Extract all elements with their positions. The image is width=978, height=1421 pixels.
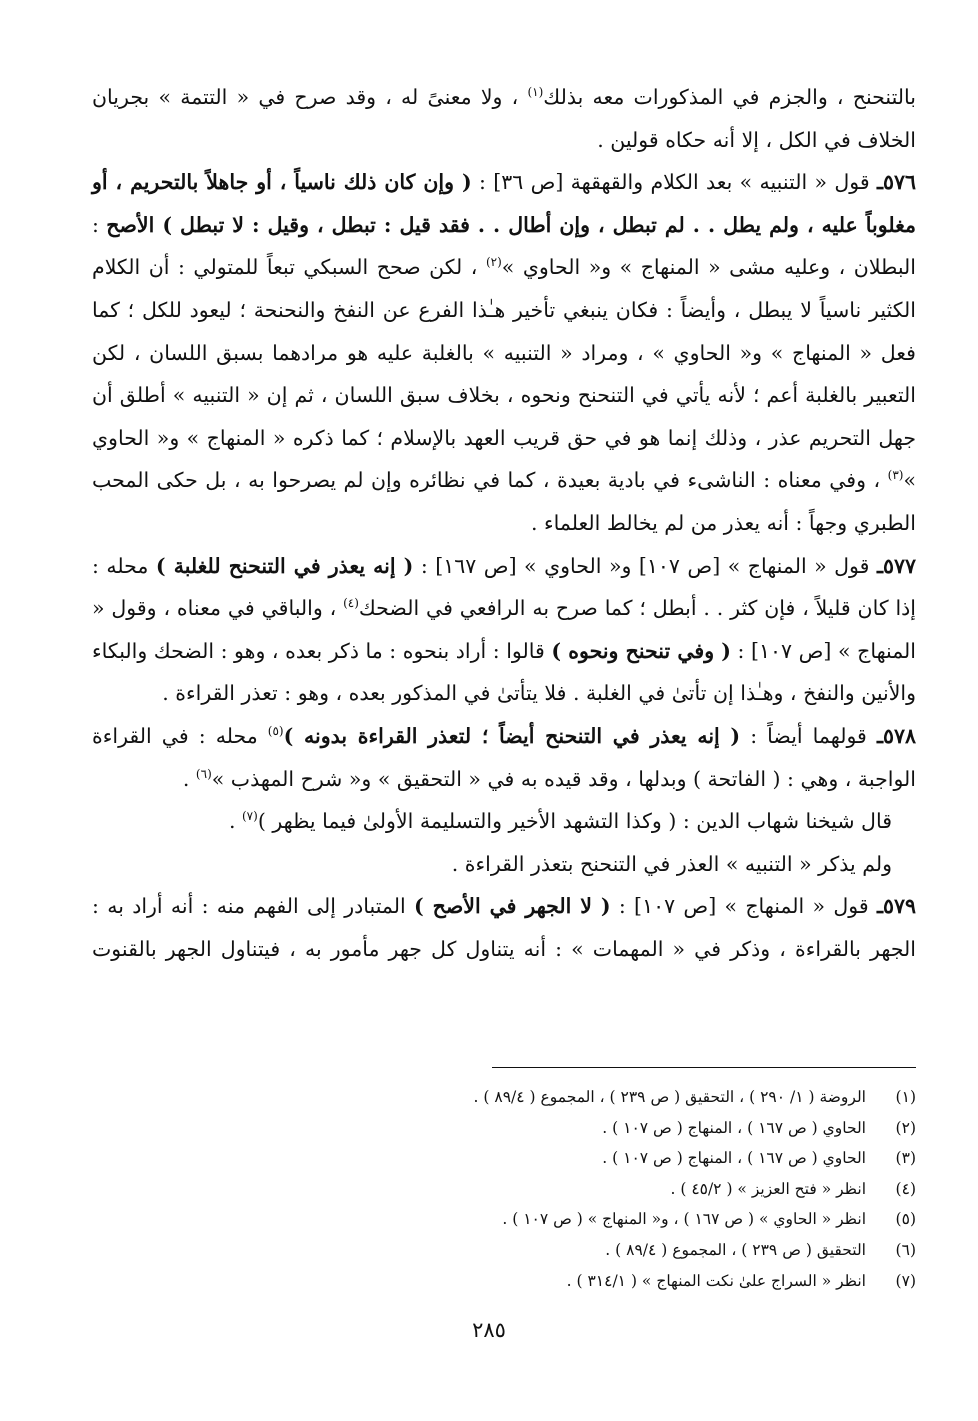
footnote-text: انظر « فتح العزيز » ( ٤٥/٢ ) . <box>670 1179 866 1198</box>
text-run: . <box>228 809 242 834</box>
text-run: ، وفي معناه : الناشىء في بادية بعيدة ، كما في نظائره وإن لم يصرحوا به ، بل حكى المحب الطبري وجهاً : أنه يعذر من لم يخالط العلماء . <box>92 468 916 535</box>
paragraph <box>92 885 916 970</box>
footnote-text: انظر « الحاوي » ( ص ١٦٧ ) ، و« المنهاج » ( ص ١٠٧ ) . <box>502 1210 866 1229</box>
footnote-marker: (٢) <box>895 1118 916 1137</box>
footnote-item <box>92 1174 916 1205</box>
footnote-item <box>92 1266 916 1297</box>
bold-text: ( إنه يعذر في التنحنح للغلبة ) <box>155 553 414 578</box>
text-run: ولم يذكر « التنبيه » العذر في التنحنح بتعذر القراءة . <box>451 851 892 876</box>
bold-text: ٥٧٩ـ <box>876 894 917 919</box>
footnote-reference[interactable]: (٤) <box>343 596 359 611</box>
text-run: قولهما أيضاً : <box>740 723 877 748</box>
text-run: : البطلان ، وعليه مشى « المنهاج » و« الحاوي » <box>92 212 916 280</box>
footnote-item <box>92 1204 916 1235</box>
footnote-marker: (٤) <box>895 1179 916 1198</box>
paragraph <box>92 76 916 161</box>
footnote-reference[interactable]: (٦) <box>195 766 212 781</box>
text-run: قول « المنهاج » [ص ١٠٧] و« الحاوي » [ص ١٦٧] : <box>413 553 877 578</box>
text-run: المتبادر إلى الفهم منه : أنه أراد به : الجهر بالقراءة ، وذكر في « المهمات » : أنه يتناول كل جهر مأمور به ، فيتناول الجهر بالقنوت <box>92 894 916 961</box>
text-run: بالتنحنح ، والجزم في المذكورات معه بذلك <box>543 85 916 109</box>
text-run: محله : في القراءة الواجبة ، وهي : ( الفاتحة ) وبدلها ، وقد قيده به في « التحقيق » و« شرح المهذب » <box>92 723 916 791</box>
paragraph <box>92 715 916 800</box>
page-number: ٢٨٥ <box>472 1318 506 1342</box>
footnote-text: الحاوي ( ص ١٦٧ ) ، المنهاج ( ص ١٠٧ ) . <box>602 1149 866 1168</box>
footnote-reference[interactable]: (٣) <box>887 468 904 483</box>
text-run: قول « المنهاج » [ص ١٠٧] : <box>610 894 877 919</box>
paragraph <box>92 545 916 715</box>
bold-text: ( لا الجهر في الأصح ) <box>414 894 611 919</box>
footnote-item <box>92 1113 916 1144</box>
paragraph <box>92 843 916 886</box>
bold-text: ( وإن كان ذلك ناسياً ، أو جاهلاً بالتحريم ، أو مغلوباً عليه ، ولم يطل . . لم تبطل ، وإن أطال . . فقد قيل : تبطل ، وقيل : لا تبطل ) الأصح <box>92 170 916 237</box>
footnote-marker: (٧) <box>895 1271 916 1290</box>
footnote-text: التحقيق ( ص ٢٣٩ ) ، المجموع ( ٨٩/٤ ) . <box>605 1240 866 1259</box>
footnote-item <box>92 1082 916 1113</box>
footnote-reference[interactable]: (١) <box>527 85 544 100</box>
footnote-marker: (٦) <box>895 1240 916 1259</box>
footnote-marker: (٥) <box>895 1210 916 1229</box>
footnote-item <box>92 1143 916 1174</box>
text-run: قول « التنبيه » بعد الكلام والقهقهة [ص ٣٦] : <box>471 170 877 195</box>
main-text <box>92 76 916 970</box>
footnote-text: الحاوي ( ص ١٦٧ ) ، المنهاج ( ص ١٠٧ ) . <box>602 1118 866 1137</box>
bold-text: ٥٧٦ـ <box>876 170 917 195</box>
text-run: ، والباقي في معناه ، وقول « المنهاج » [ص ١٠٧] : <box>92 596 916 663</box>
bold-text: ٥٧٧ـ <box>876 553 917 578</box>
paragraph <box>92 800 916 843</box>
footnote-reference[interactable]: (٢) <box>485 255 502 270</box>
footnote-item <box>92 1235 916 1266</box>
footnote-reference[interactable]: (٥) <box>267 724 284 739</box>
paragraph <box>92 161 916 544</box>
text-run: محله : إذا كان قليلاً ، فإن كثر . . أبطل ؛ كما صرح به الرافعي في الضحك <box>92 553 916 621</box>
text-run: ، ولا معنىً له ، وقد صرح في « التتمة » بجريان الخلاف في الكل ، إلا أنه حكاه قولين . <box>92 85 916 152</box>
text-run: ، لكن صحح السبكي تبعاً للمتولي : أن الكلام الكثير ناسياً لا يبطل ، وأيضاً : فكان ينبغي تأخير هـٰذا الفرع عن النفخ والنحنحة ؛ ليعود للكل ؛ كما فعل « المنهاج » و« الحاوي » ، ومراد « التنبيه » بالغلبة عليه هو مرادهما بسبق اللسان ، لكن التعبير بالغلبة أعم ؛ لأنه يأتي في التنحنح ونحوه ، بخلاف سبق اللسان ، ثم إن « التنبيه » أطلق أن جهل التحريم عذر ، وذلك إنما هو في حق قريب العهد بالإسلام ؛ كما ذكره « المنهاج » و« الحاوي » <box>92 255 916 493</box>
footnote-reference[interactable]: (٧) <box>241 809 258 824</box>
footnote-text: انظر « السراج علىٰ نكت المنهاج » ( ٣١٤/١ ) . <box>566 1271 866 1290</box>
bold-text: ٥٧٨ـ <box>876 723 916 748</box>
bold-text: ( إنه يعذر في التنحنح أيضاً ؛ لتعذر القراءة بدونه ) <box>283 723 741 748</box>
footnote-marker: (٣) <box>895 1149 916 1168</box>
text-run: قال شيخنا شهاب الدين : ( وكذا التشهد الأخير والتسليمة الأولىٰ فيما يظهر ) <box>257 809 892 834</box>
footnote-separator <box>492 1067 916 1068</box>
footnotes-list <box>92 1082 916 1296</box>
footnote-marker: (١) <box>895 1088 916 1106</box>
bold-text: ( وفي تنحنح ونحوه ) <box>551 638 731 663</box>
text-run: قالوا : أراد بنحوه : ما ذكر بعده ، وهو : الضحك والبكاء والأنين والنفخ ، وهـٰذا إن تأتىٰ في الغلبة . فلا يتأتىٰ في المذكور بعده ، وهو : تعذر القراءة . <box>92 638 916 706</box>
footnote-text: الروضة ( ١/ ٢٩٠ ) ، التحقيق ( ص ٢٣٩ ) ، المجموع ( ٨٩/٤ ) . <box>473 1088 866 1106</box>
text-run: . <box>182 766 196 791</box>
